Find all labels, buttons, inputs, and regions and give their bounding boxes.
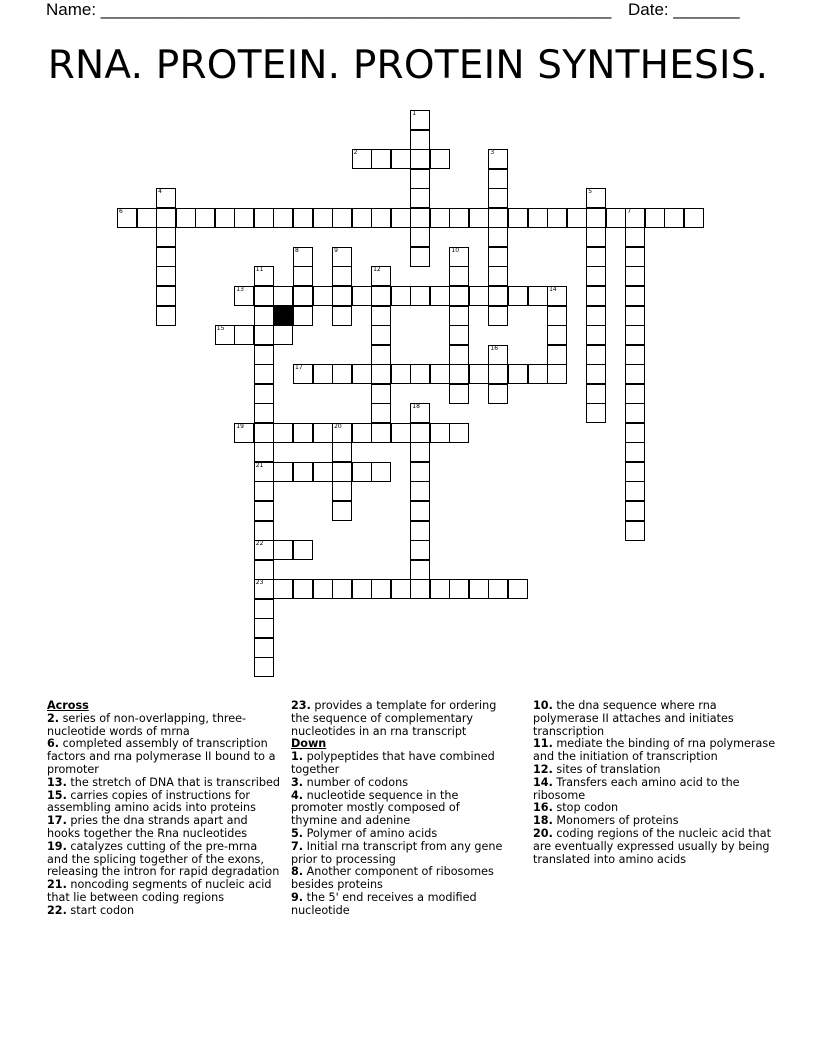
grid-cell[interactable] bbox=[352, 286, 372, 306]
clue-number: 12 bbox=[373, 266, 381, 274]
grid-cell[interactable] bbox=[156, 208, 176, 228]
grid-cell[interactable] bbox=[488, 579, 508, 599]
clue bbox=[533, 828, 777, 866]
grid-cell[interactable] bbox=[625, 325, 645, 345]
clue-number-label: 3. bbox=[291, 775, 304, 789]
grid-cell[interactable] bbox=[410, 521, 430, 541]
grid-cell[interactable] bbox=[293, 266, 313, 286]
clue-number: 15 bbox=[216, 325, 225, 333]
grid-cell[interactable] bbox=[586, 325, 606, 345]
grid-cell[interactable] bbox=[273, 462, 293, 482]
grid-cell[interactable] bbox=[273, 540, 293, 560]
grid-cell[interactable] bbox=[508, 208, 528, 228]
clue-text: Another component of ribosomes besides proteins bbox=[291, 865, 494, 892]
grid-cell[interactable] bbox=[410, 286, 430, 306]
grid-cell[interactable] bbox=[313, 286, 333, 306]
grid-cell[interactable] bbox=[586, 247, 606, 267]
clue bbox=[291, 892, 509, 918]
grid-cell[interactable] bbox=[488, 227, 508, 247]
grid-cell[interactable] bbox=[156, 306, 176, 326]
grid-cell[interactable] bbox=[586, 364, 606, 384]
grid-cell[interactable] bbox=[449, 266, 469, 286]
clue-number: 10 bbox=[451, 246, 460, 254]
grid-cell[interactable] bbox=[371, 462, 391, 482]
clue bbox=[533, 777, 777, 803]
grid-cell[interactable] bbox=[254, 560, 274, 580]
clue-text: the stretch of DNA that is transcribed bbox=[66, 775, 280, 789]
grid-cell[interactable] bbox=[313, 364, 333, 384]
grid-cell[interactable] bbox=[625, 345, 645, 365]
clue bbox=[533, 738, 777, 764]
grid-cell[interactable] bbox=[254, 638, 274, 658]
clue-number-label: 23. bbox=[291, 699, 311, 712]
clue-number: 22 bbox=[255, 540, 264, 548]
clue-text: series of non-overlapping, three-nucleotide words of mrna bbox=[47, 711, 247, 738]
grid-cell[interactable] bbox=[469, 286, 489, 306]
grid-cell[interactable] bbox=[332, 364, 352, 384]
grid-cell[interactable] bbox=[410, 423, 430, 443]
clue-text: carries copies of instructions for assembling amino acids into proteins bbox=[47, 788, 256, 815]
clue bbox=[291, 751, 509, 777]
grid-cell[interactable] bbox=[352, 364, 372, 384]
grid-cell[interactable] bbox=[371, 266, 391, 286]
grid-cell[interactable] bbox=[254, 579, 274, 599]
grid-cell[interactable] bbox=[293, 306, 313, 326]
grid-cell[interactable] bbox=[391, 286, 411, 306]
grid-cell[interactable] bbox=[254, 325, 274, 345]
clue-number-label: 5. bbox=[291, 826, 304, 840]
grid-cell[interactable] bbox=[430, 423, 450, 443]
clue-text: the dna sequence where rna polymerase II attaches and initiates transcription bbox=[533, 699, 734, 738]
grid-cell[interactable] bbox=[469, 364, 489, 384]
grid-cell[interactable] bbox=[391, 364, 411, 384]
grid-cell[interactable] bbox=[371, 306, 391, 326]
grid-cell[interactable] bbox=[332, 208, 352, 228]
clue-number-label: 10. bbox=[533, 699, 553, 712]
grid-cell[interactable] bbox=[352, 579, 372, 599]
clue-number-label: 15. bbox=[47, 788, 67, 802]
grid-cell[interactable] bbox=[371, 384, 391, 404]
grid-cell[interactable] bbox=[293, 423, 313, 443]
grid-cell[interactable] bbox=[625, 442, 645, 462]
clue-number-label: 6. bbox=[47, 737, 60, 751]
grid-cell[interactable] bbox=[488, 149, 508, 169]
grid-cell[interactable] bbox=[254, 306, 274, 326]
grid-cell[interactable] bbox=[254, 345, 274, 365]
grid-cell[interactable] bbox=[371, 579, 391, 599]
grid-cell[interactable] bbox=[410, 130, 430, 150]
clue-number: 11 bbox=[255, 266, 264, 274]
clue-text: Polymer of amino acids bbox=[303, 826, 438, 840]
clue bbox=[47, 905, 281, 918]
grid-cell[interactable] bbox=[332, 286, 352, 306]
grid-cell[interactable] bbox=[410, 442, 430, 462]
clue bbox=[47, 790, 281, 816]
clue-text: completed assembly of transcription factors and rna polymerase II bound to a promoter bbox=[47, 737, 276, 776]
grid-cell[interactable] bbox=[547, 286, 567, 306]
grid-cell[interactable] bbox=[313, 579, 333, 599]
grid-cell[interactable] bbox=[625, 403, 645, 423]
grid-cell[interactable] bbox=[254, 462, 274, 482]
grid-cell[interactable] bbox=[273, 423, 293, 443]
grid-cell[interactable] bbox=[234, 325, 254, 345]
clue-number: 5 bbox=[588, 188, 593, 196]
grid-cell[interactable] bbox=[625, 208, 645, 228]
grid-cell[interactable] bbox=[391, 208, 411, 228]
grid-cell[interactable] bbox=[586, 403, 606, 423]
grid-cell[interactable] bbox=[410, 403, 430, 423]
clue-number: 21 bbox=[255, 461, 264, 469]
clue bbox=[291, 866, 509, 892]
grid-cell[interactable] bbox=[254, 657, 274, 677]
clue-number-label: 16. bbox=[533, 801, 553, 815]
grid-cell[interactable] bbox=[508, 579, 528, 599]
grid-cell[interactable] bbox=[488, 266, 508, 286]
grid-cell[interactable] bbox=[371, 208, 391, 228]
clue-text: pries the dna strands apart and hooks together the Rna nucleotides bbox=[47, 814, 248, 840]
grid-cell[interactable] bbox=[528, 286, 548, 306]
clue-number-label: 13. bbox=[47, 775, 67, 789]
clue-number-label: 4. bbox=[291, 788, 304, 802]
grid-cell[interactable] bbox=[469, 579, 489, 599]
grid-cell[interactable] bbox=[430, 149, 450, 169]
grid-cell[interactable] bbox=[371, 325, 391, 345]
grid-cell[interactable] bbox=[313, 208, 333, 228]
grid-cell[interactable] bbox=[293, 364, 313, 384]
grid-cell[interactable] bbox=[488, 364, 508, 384]
grid-cell[interactable] bbox=[625, 266, 645, 286]
grid-cell[interactable] bbox=[488, 286, 508, 306]
clue-number: 13 bbox=[236, 286, 244, 293]
grid-cell[interactable] bbox=[625, 364, 645, 384]
grid-cell[interactable] bbox=[293, 208, 313, 228]
grid-cell[interactable] bbox=[391, 423, 411, 443]
grid-cell[interactable] bbox=[391, 579, 411, 599]
clue bbox=[47, 713, 281, 739]
grid-cell[interactable] bbox=[273, 325, 293, 345]
clue-text: stop codon bbox=[552, 801, 619, 815]
grid-cell[interactable] bbox=[547, 208, 567, 228]
grid-cell[interactable] bbox=[586, 306, 606, 326]
clue bbox=[47, 738, 281, 776]
grid-cell[interactable] bbox=[528, 364, 548, 384]
grid-cell[interactable] bbox=[254, 266, 274, 286]
clue-text: Initial rna transcript from any gene prior to processing bbox=[291, 839, 503, 866]
grid-cell[interactable] bbox=[430, 208, 450, 228]
grid-cell[interactable] bbox=[234, 423, 254, 443]
clue bbox=[291, 700, 509, 738]
grid-cell[interactable] bbox=[449, 325, 469, 345]
clue-text: Monomers of proteins bbox=[552, 814, 679, 828]
grid-cell[interactable] bbox=[625, 423, 645, 443]
clue-number: 6 bbox=[119, 207, 123, 215]
clue bbox=[533, 700, 777, 738]
grid-cell[interactable] bbox=[625, 384, 645, 404]
grid-cell[interactable] bbox=[469, 208, 489, 228]
clue-number-label: 8. bbox=[291, 865, 304, 879]
clue-number-label: 7. bbox=[291, 839, 304, 853]
clue-number-label: 1. bbox=[291, 750, 304, 764]
grid-cell[interactable] bbox=[664, 208, 684, 228]
grid-cell[interactable] bbox=[215, 325, 235, 345]
grid-cell[interactable] bbox=[410, 247, 430, 267]
clue bbox=[47, 879, 281, 905]
grid-cell[interactable] bbox=[273, 286, 293, 306]
down-heading: Down bbox=[291, 737, 327, 751]
grid-cell[interactable] bbox=[293, 462, 313, 482]
grid-cell[interactable] bbox=[488, 169, 508, 189]
grid-cell[interactable] bbox=[625, 247, 645, 267]
grid-cell[interactable] bbox=[254, 208, 274, 228]
grid-cell[interactable] bbox=[625, 462, 645, 482]
grid-cell[interactable] bbox=[488, 345, 508, 365]
grid-cell[interactable] bbox=[625, 481, 645, 501]
clue bbox=[291, 841, 509, 867]
grid-cell[interactable] bbox=[332, 306, 352, 326]
grid-cell[interactable] bbox=[488, 188, 508, 208]
grid-cell[interactable] bbox=[273, 579, 293, 599]
clue-text: mediate the binding of rna polymerase and the initiation of transcription bbox=[533, 737, 776, 764]
grid-cell[interactable] bbox=[254, 618, 274, 638]
clue-number: 2 bbox=[353, 149, 358, 157]
grid-cell[interactable] bbox=[586, 286, 606, 306]
grid-cell[interactable] bbox=[293, 247, 313, 267]
clue-number: 7 bbox=[627, 207, 632, 215]
grid-cell[interactable] bbox=[332, 247, 352, 267]
grid-cell[interactable] bbox=[332, 442, 352, 462]
grid-cell[interactable] bbox=[449, 345, 469, 365]
grid-cell[interactable] bbox=[156, 266, 176, 286]
name-label[interactable]: Name: ______________________________________________________ bbox=[46, 0, 612, 19]
grid-cell[interactable] bbox=[352, 462, 372, 482]
clue-number: 1 bbox=[412, 110, 417, 117]
clue-text: noncoding segments of nucleic acid that lie between coding regions bbox=[47, 878, 272, 904]
grid-cell[interactable] bbox=[254, 501, 274, 521]
grid-cell[interactable] bbox=[254, 442, 274, 462]
grid-cell[interactable] bbox=[117, 208, 137, 228]
grid-cell[interactable] bbox=[332, 579, 352, 599]
grid-cell[interactable] bbox=[410, 188, 430, 208]
clue-text: provides a template for ordering the sequence of complementary nucleotides in an rna transcript bbox=[291, 699, 497, 738]
clue-text: the 5' end receives a modified nucleotide bbox=[291, 890, 477, 917]
grid-cell[interactable] bbox=[273, 208, 293, 228]
grid-cell[interactable] bbox=[371, 286, 391, 306]
grid-cell[interactable] bbox=[332, 423, 352, 443]
grid-cell[interactable] bbox=[625, 286, 645, 306]
grid-cell[interactable] bbox=[410, 208, 430, 228]
clue bbox=[47, 815, 281, 841]
grid-cell[interactable] bbox=[332, 481, 352, 501]
grid-cell[interactable] bbox=[410, 149, 430, 169]
grid-cell[interactable] bbox=[586, 384, 606, 404]
grid-cell[interactable] bbox=[625, 521, 645, 541]
clue-number: 18 bbox=[412, 403, 420, 411]
grid-cell[interactable] bbox=[371, 149, 391, 169]
grid-cell[interactable] bbox=[332, 462, 352, 482]
grid-cell[interactable] bbox=[195, 208, 215, 228]
grid-cell[interactable] bbox=[352, 149, 372, 169]
grid-cell[interactable] bbox=[371, 423, 391, 443]
grid-cell[interactable] bbox=[254, 364, 274, 384]
grid-cell[interactable] bbox=[449, 364, 469, 384]
grid-cell[interactable] bbox=[352, 208, 372, 228]
grid-cell[interactable] bbox=[254, 540, 274, 560]
clue-number: 16 bbox=[490, 344, 499, 352]
clue-text: Transfers each amino acid to the ribosome bbox=[533, 775, 740, 802]
grid-cell[interactable] bbox=[488, 384, 508, 404]
grid-cell[interactable] bbox=[332, 266, 352, 286]
grid-cell[interactable] bbox=[234, 286, 254, 306]
grid-cell[interactable] bbox=[547, 345, 567, 365]
grid-cell[interactable] bbox=[625, 306, 645, 326]
grid-cell[interactable] bbox=[508, 364, 528, 384]
grid-cell[interactable] bbox=[586, 208, 606, 228]
clue bbox=[47, 841, 281, 879]
grid-cell[interactable] bbox=[625, 227, 645, 247]
grid-cell[interactable] bbox=[449, 247, 469, 267]
grid-cell[interactable] bbox=[176, 208, 196, 228]
clue-text: start codon bbox=[66, 903, 135, 917]
grid-cell[interactable] bbox=[410, 481, 430, 501]
clue-number-label: 17. bbox=[47, 814, 67, 828]
clue-text: catalyzes cutting of the pre-mrna and the splicing together of the exons, releasing the intron for rapid degradation bbox=[47, 839, 280, 879]
grid-cell[interactable] bbox=[254, 481, 274, 501]
grid-cell[interactable] bbox=[156, 188, 176, 208]
grid-cell[interactable] bbox=[508, 286, 528, 306]
grid-cell[interactable] bbox=[410, 364, 430, 384]
clues-column-2 bbox=[291, 700, 509, 918]
date-label[interactable]: Date: _______ bbox=[628, 0, 740, 19]
clues-column-3 bbox=[533, 700, 777, 866]
grid-cell[interactable] bbox=[410, 110, 430, 130]
grid-cell[interactable] bbox=[391, 149, 411, 169]
clue-number-label: 21. bbox=[47, 878, 67, 892]
grid-cell[interactable] bbox=[215, 208, 235, 228]
clues-column-1 bbox=[47, 700, 281, 918]
grid-cell[interactable] bbox=[430, 286, 450, 306]
grid-cell[interactable] bbox=[547, 306, 567, 326]
clue-number: 17 bbox=[295, 364, 303, 372]
clue-text: coding regions of the nucleic acid that are eventually expressed usually by being translated into amino acids bbox=[533, 826, 771, 866]
grid-cell[interactable] bbox=[449, 286, 469, 306]
grid-cell[interactable] bbox=[156, 286, 176, 306]
grid-cell[interactable] bbox=[371, 345, 391, 365]
grid-cell[interactable] bbox=[547, 325, 567, 345]
grid-cell[interactable] bbox=[410, 540, 430, 560]
clues-section bbox=[47, 700, 777, 960]
grid-cell[interactable] bbox=[625, 501, 645, 521]
clue-number-label: 12. bbox=[533, 762, 553, 776]
grid-cell[interactable] bbox=[586, 227, 606, 247]
page-title: RNA. PROTEIN. PROTEIN SYNTHESIS. bbox=[47, 43, 769, 88]
grid-cell[interactable] bbox=[449, 208, 469, 228]
grid-cell[interactable] bbox=[606, 208, 626, 228]
grid-cell[interactable] bbox=[684, 208, 704, 228]
grid-cell[interactable] bbox=[410, 462, 430, 482]
clue-number-label: 2. bbox=[47, 711, 60, 725]
clue-text: nucleotide sequence in the promoter mostly composed of thymine and adenine bbox=[291, 788, 460, 828]
across-heading: Across bbox=[47, 699, 89, 712]
clue-number: 19 bbox=[236, 422, 244, 430]
clue-number: 4 bbox=[158, 188, 162, 196]
grid-cell[interactable] bbox=[371, 403, 391, 423]
clue-number: 14 bbox=[549, 286, 557, 293]
grid-cell[interactable] bbox=[410, 227, 430, 247]
grid-cell[interactable] bbox=[293, 286, 313, 306]
grid-cell[interactable] bbox=[313, 462, 333, 482]
clue-text: sites of translation bbox=[552, 762, 661, 776]
clue-text: number of codons bbox=[303, 775, 409, 789]
grid-cell[interactable] bbox=[488, 247, 508, 267]
clue-number: 23 bbox=[255, 579, 264, 587]
grid-cell[interactable] bbox=[449, 579, 469, 599]
grid-cell[interactable] bbox=[352, 423, 372, 443]
grid-cell[interactable] bbox=[586, 188, 606, 208]
grid-cell[interactable] bbox=[156, 247, 176, 267]
grid-cell[interactable] bbox=[410, 579, 430, 599]
clue-number-label: 11. bbox=[533, 737, 553, 751]
grid-cell[interactable] bbox=[137, 208, 157, 228]
grid-cell[interactable] bbox=[254, 384, 274, 404]
grid-cell[interactable] bbox=[586, 345, 606, 365]
grid-cell[interactable] bbox=[528, 208, 548, 228]
grid-cell[interactable] bbox=[410, 560, 430, 580]
grid-cell[interactable] bbox=[586, 266, 606, 286]
grid-cell[interactable] bbox=[371, 364, 391, 384]
clue-number-label: 19. bbox=[47, 839, 67, 853]
clue-number-label: 18. bbox=[533, 814, 553, 828]
grid-cell[interactable] bbox=[313, 423, 333, 443]
grid-cell[interactable] bbox=[488, 306, 508, 326]
grid-cell[interactable] bbox=[156, 227, 176, 247]
grid-cell[interactable] bbox=[449, 384, 469, 404]
grid-cell[interactable] bbox=[547, 364, 567, 384]
grid-cell[interactable] bbox=[449, 306, 469, 326]
clue-number: 9 bbox=[334, 246, 338, 254]
clue-number-label: 20. bbox=[533, 826, 553, 840]
grid-cell[interactable] bbox=[254, 599, 274, 619]
grid-cell[interactable] bbox=[645, 208, 665, 228]
grid-cell[interactable] bbox=[410, 501, 430, 521]
grid-cell[interactable] bbox=[293, 540, 313, 560]
grid-cell[interactable] bbox=[254, 423, 274, 443]
grid-cell[interactable] bbox=[430, 364, 450, 384]
clue-number-label: 9. bbox=[291, 890, 304, 904]
clue-number: 8 bbox=[295, 246, 299, 254]
clue bbox=[291, 790, 509, 828]
grid-cell[interactable] bbox=[254, 403, 274, 423]
clue-number: 20 bbox=[334, 422, 342, 430]
clue-number-label: 22. bbox=[47, 903, 67, 917]
grid-cell[interactable] bbox=[332, 501, 352, 521]
grid-cell[interactable] bbox=[293, 579, 313, 599]
grid-cell[interactable] bbox=[449, 423, 469, 443]
grid-cell[interactable] bbox=[234, 208, 254, 228]
grid-cell[interactable] bbox=[488, 208, 508, 228]
grid-cell[interactable] bbox=[254, 286, 274, 306]
grid-cell[interactable] bbox=[410, 169, 430, 189]
clue-number: 3 bbox=[490, 149, 495, 157]
clue-text: polypeptides that have combined together bbox=[291, 750, 495, 776]
clue-number-label: 14. bbox=[533, 775, 553, 789]
grid-cell[interactable] bbox=[567, 208, 587, 228]
grid-cell[interactable] bbox=[254, 521, 274, 541]
grid-cell-blocked bbox=[273, 306, 293, 326]
grid-cell[interactable] bbox=[430, 579, 450, 599]
